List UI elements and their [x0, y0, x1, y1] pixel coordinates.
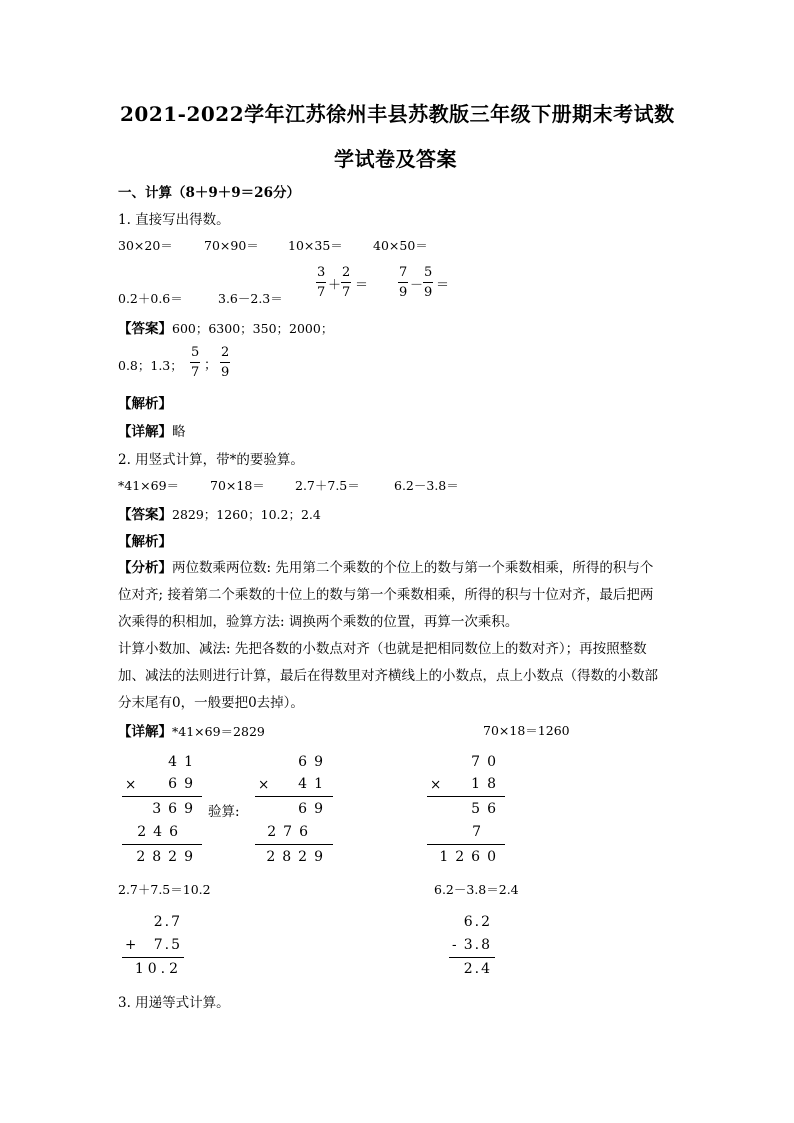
fenxi-text: 分末尾有0，一般要把0去掉）。 — [118, 695, 304, 711]
detail-eq: *41×69＝2829 — [172, 724, 265, 739]
fraction — [341, 265, 351, 300]
numerator: 2 — [342, 265, 351, 280]
operator: + — [125, 937, 137, 953]
fenxi-tag: 【分析】 — [118, 560, 172, 576]
calc-line — [122, 957, 184, 958]
equals-sign: ＝ — [436, 278, 450, 293]
detail-eq: 2.7＋7.5＝10.2 — [118, 882, 211, 897]
detail-eq: 70×18＝1260 — [483, 723, 570, 738]
q2-item: 70×18＝ — [210, 478, 265, 493]
question-3-label: 3. 用递等式计算。 — [118, 995, 230, 1011]
partial-product: 56 — [471, 801, 503, 817]
partial-product: 246 — [137, 824, 185, 840]
calc-line — [122, 844, 202, 845]
fraction-bar — [341, 282, 351, 283]
operator: ＋ — [328, 278, 342, 293]
detail-eq: 6.2－3.8＝2.4 — [434, 882, 519, 897]
vertical-bottom: 7.5 — [153, 937, 182, 953]
operator: - — [452, 937, 457, 953]
section-heading: 一、计算（8＋9＋9＝26分） — [118, 185, 300, 201]
question-1-label: 1. 直接写出得数。 — [118, 212, 230, 228]
verify-label: 验算: — [208, 804, 240, 820]
vertical-top: 2.7 — [153, 914, 182, 930]
vertical-bottom: 18 — [471, 776, 503, 792]
operator: × — [258, 777, 270, 793]
calc-line — [255, 796, 333, 797]
fenxi-line — [118, 556, 653, 576]
vertical-result: 2.4 — [463, 961, 492, 977]
calc-line — [427, 796, 505, 797]
answer-fraction — [220, 345, 230, 380]
answer-tag: 【答案】 — [118, 507, 172, 523]
operator: × — [430, 777, 442, 793]
answer-text: 2829；1260；10.2；2.4 — [172, 507, 321, 522]
partial-product: 69 — [298, 801, 330, 817]
denominator: 9 — [399, 285, 408, 300]
calc-line — [427, 844, 505, 845]
operator: × — [125, 777, 137, 793]
answer-line — [118, 503, 321, 523]
fraction-bar — [190, 362, 200, 363]
q1-item: 30×20＝ — [118, 238, 173, 253]
answer-text: 600；6300；350；2000； — [172, 321, 334, 336]
vertical-result: 2829 — [136, 849, 200, 865]
fenxi-text: 位对齐; 接着第二个乘数的十位上的数与第一个乘数相乘，所得的积与十位对齐，最后把两 — [118, 587, 654, 603]
answer-fraction — [190, 345, 200, 380]
numerator: 2 — [221, 345, 230, 360]
vertical-top: 69 — [298, 754, 330, 770]
vertical-bottom: 3.8 — [463, 937, 492, 953]
equals-sign: ＝ — [355, 278, 369, 293]
vertical-result: 10.2 — [134, 961, 182, 977]
q1-item: 3.6－2.3＝ — [218, 291, 283, 306]
detail-tag: 【详解】 — [118, 424, 172, 440]
vertical-result: 2829 — [266, 849, 330, 865]
calc-line — [122, 796, 202, 797]
fenxi-text: 两位数乘两位数: 先用第二个乘数的个位上的数与第一个乘数相乘，所得的积与个 — [172, 560, 654, 576]
partial-product: 7 — [472, 824, 488, 840]
partial-product: 369 — [152, 801, 200, 817]
vertical-top: 6.2 — [463, 914, 492, 930]
fraction-bar — [316, 282, 326, 283]
numerator: 5 — [191, 345, 200, 360]
calc-line — [449, 957, 495, 958]
answer-tag: 【答案】 — [118, 321, 172, 337]
page-title-line2: 学试卷及答案 — [334, 147, 457, 171]
denominator: 7 — [317, 285, 326, 300]
fenxi-text: 加、减法的法则进行计算，最后在得数里对齐横线上的小数点，点上小数点（得数的小数部 — [118, 668, 658, 684]
answer-line — [118, 317, 333, 337]
calc-line — [255, 844, 333, 845]
fraction — [398, 265, 408, 300]
partial-product: 276 — [267, 824, 315, 840]
vertical-top: 70 — [471, 754, 503, 770]
detail-text: 略 — [172, 424, 186, 440]
separator: ； — [204, 358, 218, 373]
analysis-tag: 【解析】 — [118, 396, 172, 412]
page-title-line1: 2021-2022学年江苏徐州丰县苏教版三年级下册期末考试数 — [120, 102, 675, 126]
q1-item: 10×35＝ — [288, 238, 343, 253]
question-2-label: 2. 用竖式计算，带*的要验算。 — [118, 452, 304, 468]
q1-item: 40×50＝ — [373, 238, 428, 253]
detail-line — [118, 720, 265, 740]
detail-tag: 【详解】 — [118, 724, 172, 740]
vertical-top: 41 — [168, 754, 200, 770]
vertical-bottom: 41 — [298, 776, 330, 792]
denominator: 9 — [221, 365, 230, 380]
q2-item: 6.2－3.8＝ — [394, 478, 459, 493]
fraction-bar — [423, 282, 433, 283]
numerator: 3 — [317, 265, 326, 280]
detail-line — [118, 420, 186, 440]
q1-item: 0.2＋0.6＝ — [118, 291, 183, 306]
vertical-bottom: 69 — [168, 776, 200, 792]
fraction — [316, 265, 326, 300]
fenxi-text: 计算小数加、减法: 先把各数的小数点对齐（也就是把相同数位上的数对齐）；再按照整数 — [118, 641, 647, 657]
operator: － — [410, 278, 424, 293]
fenxi-text: 次乘得的积相加，验算方法: 调换两个乘数的位置，再算一次乘积。 — [118, 614, 519, 630]
fraction-bar — [220, 362, 230, 363]
analysis-tag: 【解析】 — [118, 534, 172, 550]
q1-item: 70×90＝ — [204, 238, 259, 253]
numerator: 7 — [399, 265, 408, 280]
q2-item: 2.7＋7.5＝ — [295, 478, 360, 493]
denominator: 7 — [191, 365, 200, 380]
numerator: 5 — [424, 265, 433, 280]
denominator: 9 — [424, 285, 433, 300]
fraction-bar — [398, 282, 408, 283]
denominator: 7 — [342, 285, 351, 300]
q2-item: *41×69＝ — [118, 478, 180, 493]
fraction — [423, 265, 433, 300]
answer-text-2: 0.8；1.3； — [118, 358, 183, 373]
vertical-result: 1260 — [439, 849, 503, 865]
